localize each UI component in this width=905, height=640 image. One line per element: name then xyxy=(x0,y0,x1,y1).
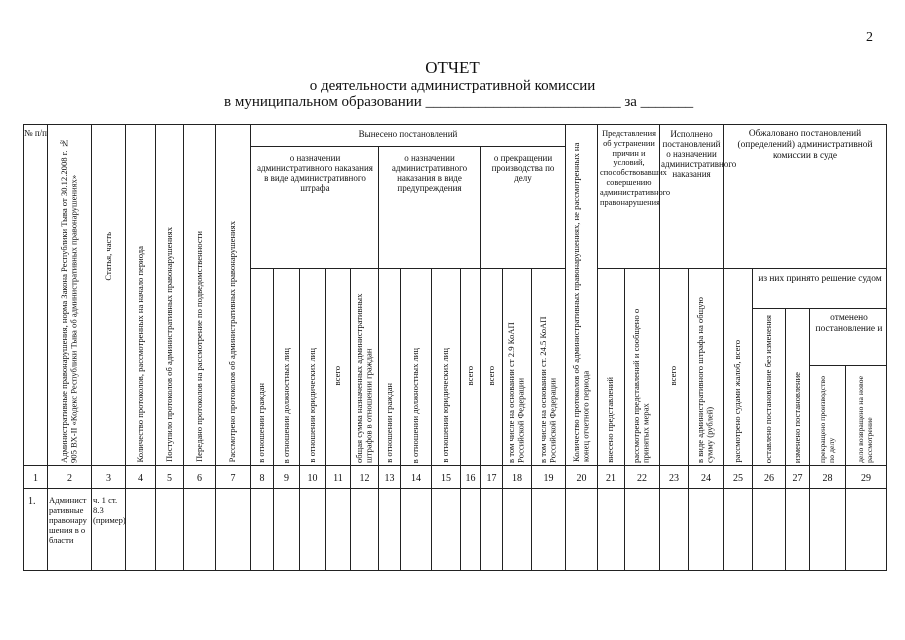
header-col16: всего xyxy=(464,365,475,385)
col-number-21: 21 xyxy=(606,473,616,484)
header-col19: в том числе на основании ст. 24.5 КоАП Российской Федерации xyxy=(537,316,558,463)
col-number-13: 13 xyxy=(384,473,395,484)
col-number-8: 8 xyxy=(259,473,265,484)
header-prekrashchenie: о прекращении производства по делу xyxy=(491,153,555,183)
header-col6: Передано протоколов на рассмотрение по подведомственности xyxy=(193,230,204,462)
header-col22: рассмотрено представлений и сообщено о принятых мерах xyxy=(631,308,651,463)
col-number-29: 29 xyxy=(861,473,871,484)
header-shtraf: о назначении административного наказания в виде административного штрафа xyxy=(257,153,373,193)
header-obzhalovano: Обжаловано постановлений (определений) административной комиссии в суде xyxy=(737,129,873,161)
col-number-11: 11 xyxy=(333,473,343,484)
col-number-24: 24 xyxy=(701,473,711,484)
header-col13: в отношении граждан xyxy=(383,383,394,463)
col-number-5: 5 xyxy=(167,473,172,484)
header-col18: в том числе на основании ст 2.9 КоАП Российской Федерации xyxy=(506,322,526,463)
col-number-6: 6 xyxy=(197,473,202,484)
header-col11: всего xyxy=(332,365,343,385)
header-otmeneno: отменено постановление и xyxy=(815,313,883,334)
col-number-2: 2 xyxy=(67,473,72,484)
col-number-20: 20 xyxy=(576,473,587,484)
header-ispolneno: Исполнено постановлений о назначении административного наказания xyxy=(661,129,737,179)
header-col25: рассмотрено судами жалоб, всего xyxy=(732,340,743,463)
col-number-16: 16 xyxy=(465,473,476,484)
header-iz-nih: из них принято решение судом xyxy=(758,274,882,284)
row1-article: ч. 1 ст. 8.3 (пример) xyxy=(93,495,126,525)
header-col9: в отношении должностных лиц xyxy=(280,347,291,463)
col-number-22: 22 xyxy=(637,473,647,484)
header-col3: Статья, часть xyxy=(102,232,113,281)
header-col23: всего xyxy=(668,365,679,385)
col-number-1: 1 xyxy=(33,473,38,484)
header-col29: дело возвращено на новое рассмотрение xyxy=(856,375,874,463)
col-number-7: 7 xyxy=(230,473,236,484)
col-number-3: 3 xyxy=(106,473,111,484)
header-col2: Административные правонарушения, норма Закона Республики Тыва от 30.12.2008 г. № 905 ВХ-II «Кодекс Республики Тыва об административных правонарушениях» xyxy=(58,138,79,463)
header-col26: оставлено постановление без изменения xyxy=(763,314,774,463)
col-number-9: 9 xyxy=(284,473,289,484)
report-title: ОТЧЕТ xyxy=(425,58,480,77)
header-col7: Рассмотрено протоколов об административных правонарушениях xyxy=(227,220,238,462)
header-col4: Количество протоколов, рассмотренных на начало периода xyxy=(134,245,145,462)
header-col12: общая сумма назначенных административных штрафов в отношении граждан xyxy=(353,293,374,463)
header-col8: в отношении граждан xyxy=(256,383,267,463)
col-number-18: 18 xyxy=(512,473,522,484)
page-number: 2 xyxy=(866,30,873,45)
header-vyneseno: Вынесено постановлений xyxy=(358,129,458,139)
col-number-27: 27 xyxy=(792,473,803,484)
col-number-12: 12 xyxy=(359,473,370,484)
header-col14: в отношении должностных лиц xyxy=(410,347,421,463)
col-number-28: 28 xyxy=(822,473,833,484)
header-col21: внесено представлений xyxy=(605,377,616,463)
col-number-19: 19 xyxy=(543,473,554,484)
header-col17: всего xyxy=(485,365,496,385)
header-col5: Поступило протоколов об административных правонарушениях xyxy=(163,227,174,462)
header-preduprezhdenie: о назначении административного наказания в виде предупреждения xyxy=(391,153,468,193)
col-number-23: 23 xyxy=(669,473,679,484)
col-number-15: 15 xyxy=(441,473,451,484)
col-number-25: 25 xyxy=(733,473,743,484)
header-col20: Количество протоколов об административных правонарушениях, не рассмотренных на конец отчетного периода xyxy=(570,142,591,462)
row1-number: 1. xyxy=(28,496,36,507)
header-col24: в виде административного штрафа на общую сумму (рублей) xyxy=(695,297,715,463)
header-col28: прекращено производство по делу xyxy=(817,375,836,463)
report-municipality-line: в муниципальном образовании __________________________ за _______ xyxy=(224,94,694,110)
header-predstavleniya: Представления об устранении причин и условий, способствовавших совершению административного правонарушения xyxy=(600,129,671,207)
col-number-17: 17 xyxy=(486,473,497,484)
col-number-26: 26 xyxy=(764,473,774,484)
col-number-4: 4 xyxy=(138,473,143,484)
header-col15: в отношении юридических лиц xyxy=(440,348,451,463)
report-subtitle: о деятельности административной комиссии xyxy=(309,78,596,94)
col-number-14: 14 xyxy=(411,473,421,484)
col-number-10: 10 xyxy=(307,473,318,484)
header-col10: в отношении юридических лиц xyxy=(306,348,317,463)
header-col27: изменено постановление xyxy=(791,371,802,463)
header-col1: № п/п xyxy=(24,128,47,138)
row1-name: Административные правонарушения в области xyxy=(49,495,87,545)
